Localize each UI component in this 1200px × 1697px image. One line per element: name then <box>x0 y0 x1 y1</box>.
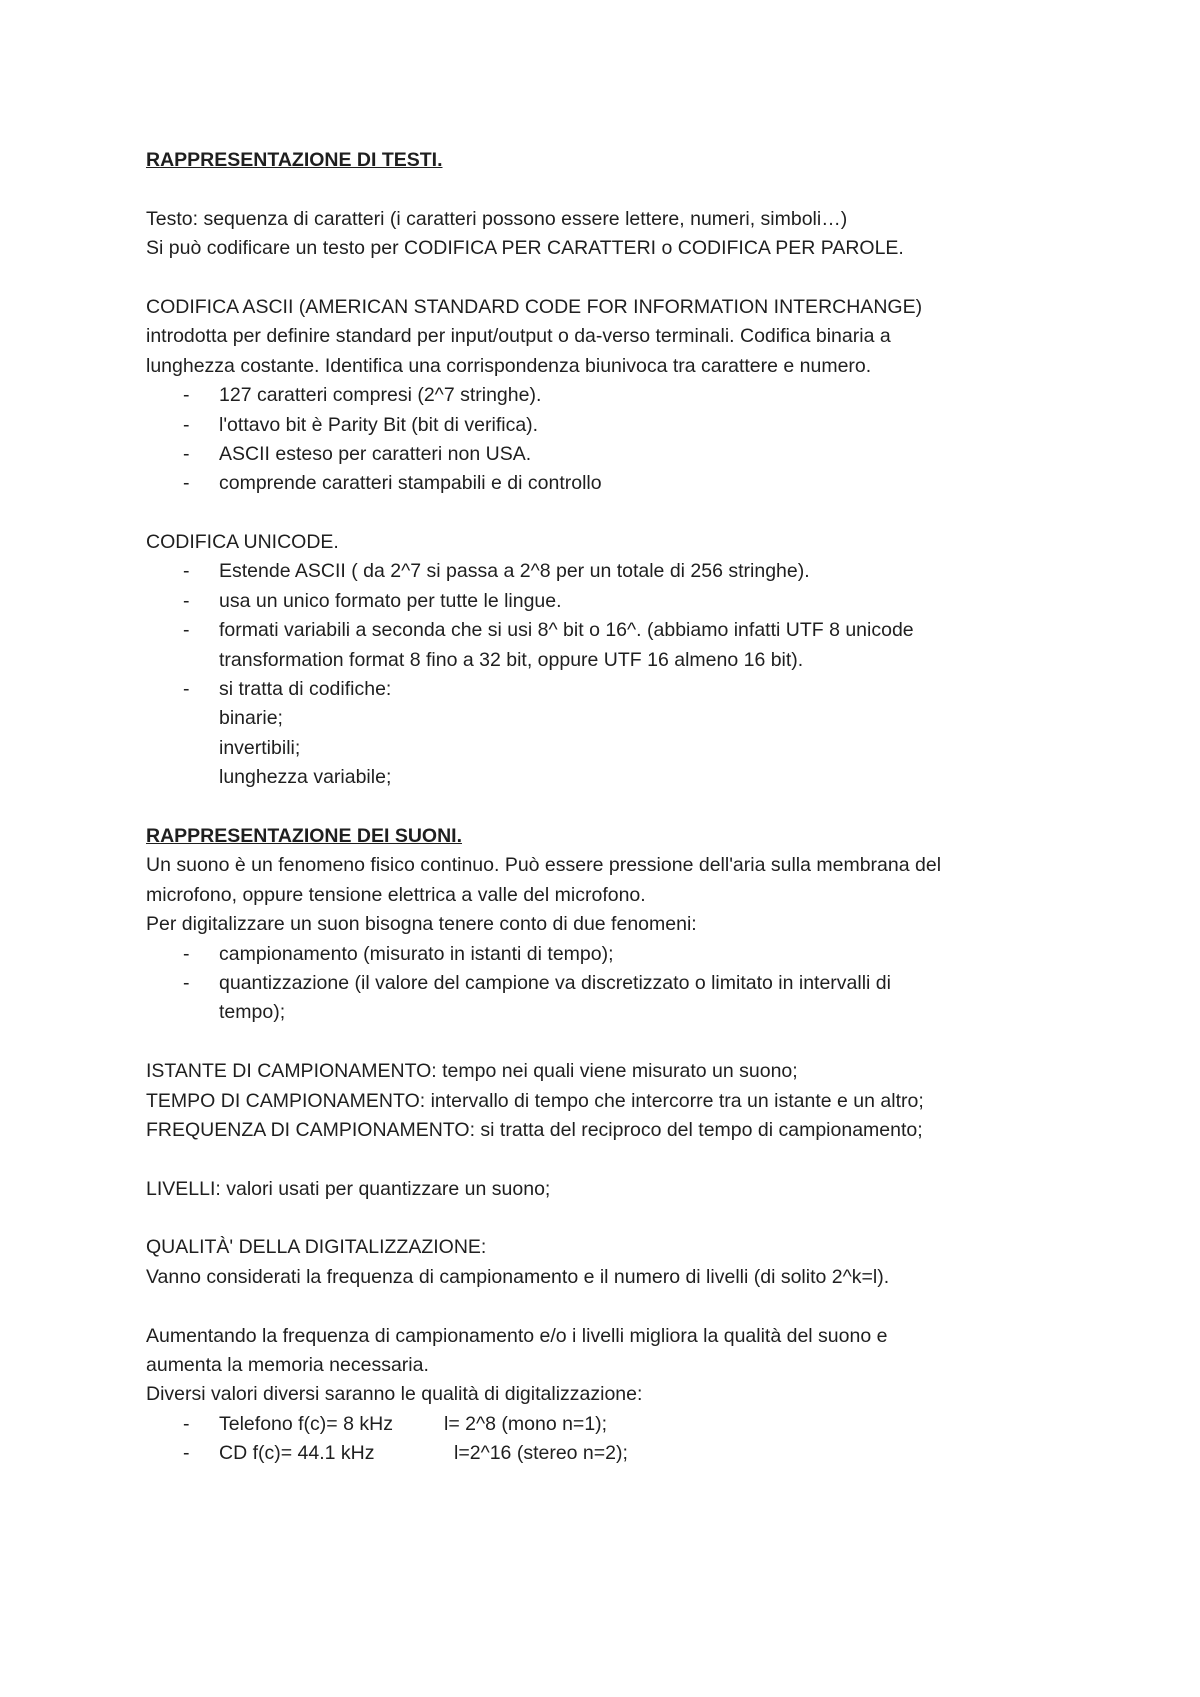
bullet-dash: - <box>183 678 190 701</box>
list-item: - usa un unico formato per tutte le lingue. <box>146 587 1086 616</box>
example-name: Telefono f(c)= 8 kHz <box>219 1412 393 1435</box>
paragraph: microfono, oppure tensione elettrica a valle del microfono. <box>146 883 646 906</box>
bullet-dash: - <box>183 413 190 436</box>
paragraph: Aumentando la frequenza di campionamento e/o i livelli migliora la qualità del suono e <box>146 1324 888 1347</box>
list-item: - ASCII esteso per caratteri non USA. <box>146 440 1086 469</box>
ascii-title: CODIFICA ASCII (AMERICAN STANDARD CODE FOR INFORMATION INTERCHANGE) <box>146 295 923 318</box>
definition: ISTANTE DI CAMPIONAMENTO: tempo nei quali viene misurato un suono; <box>146 1060 798 1083</box>
definition: FREQUENZA DI CAMPIONAMENTO: si tratta del reciproco del tempo di campionamento; <box>146 1118 923 1141</box>
paragraph: Per digitalizzare un suon bisogna tenere conto di due fenomeni: <box>146 913 697 936</box>
bullet-dash: - <box>183 1412 190 1435</box>
paragraph: lunghezza costante. Identifica una corrispondenza biunivoca tra carattere e numero. <box>146 354 872 377</box>
bullet-dash: - <box>183 472 190 495</box>
paragraph: Si può codificare un testo per CODIFICA PER CARATTERI o CODIFICA PER PAROLE. <box>146 237 904 260</box>
bullet-dash: - <box>183 942 190 965</box>
qualita-title: QUALITÀ' DELLA DIGITALIZZAZIONE: <box>146 1236 487 1259</box>
example-name: CD f(c)= 44.1 kHz <box>219 1442 375 1465</box>
list-item-continuation: tempo); <box>219 1001 286 1024</box>
unicode-title: CODIFICA UNICODE. <box>146 531 339 554</box>
list-item <box>146 1439 1086 1468</box>
list-item: - formati variabili a seconda che si usi 8^ bit o 16^. (abbiamo infatti UTF 8 unicode <box>146 616 1086 645</box>
list-item: - campionamento (misurato in istanti di tempo); <box>146 940 1086 969</box>
paragraph: Testo: sequenza di caratteri (i caratteri possono essere lettere, numeri, simboli…) <box>146 207 848 230</box>
bullet-dash: - <box>183 971 190 994</box>
list-item: - si tratta di codifiche: <box>146 675 1086 704</box>
definition: TEMPO DI CAMPIONAMENTO: intervallo di tempo che intercorre tra un istante e un altro; <box>146 1089 924 1112</box>
heading-testi: RAPPRESENTAZIONE DI TESTI. <box>146 149 443 171</box>
document-body <box>146 146 1086 1469</box>
paragraph: Diversi valori diversi saranno le qualità di digitalizzazione: <box>146 1383 643 1406</box>
bullet-dash: - <box>183 1442 190 1465</box>
list-item <box>146 1410 1086 1439</box>
example-value: l= 2^8 (mono n=1); <box>444 1412 608 1435</box>
paragraph: Un suono è un fenomeno fisico continuo. Può essere pressione dell'aria sulla membrana del <box>146 854 942 877</box>
bullet-dash: - <box>183 619 190 642</box>
list-item: - 127 caratteri compresi (2^7 stringhe). <box>146 381 1086 410</box>
paragraph: aumenta la memoria necessaria. <box>146 1354 429 1377</box>
bullet-dash: - <box>183 560 190 583</box>
list-item: - quantizzazione (il valore del campione va discretizzato o limitato in intervalli di <box>146 969 1086 998</box>
bullet-dash: - <box>183 589 190 612</box>
paragraph: introdotta per definire standard per input/output o da-verso terminali. Codifica binaria a <box>146 325 891 348</box>
sub-item: binarie; <box>219 707 283 730</box>
definition: LIVELLI: valori usati per quantizzare un suono; <box>146 1177 551 1200</box>
sub-item: lunghezza variabile; <box>219 766 392 789</box>
bullet-dash: - <box>183 384 190 407</box>
paragraph: Vanno considerati la frequenza di campionamento e il numero di livelli (di solito 2^k=l). <box>146 1265 890 1288</box>
heading-suoni: RAPPRESENTAZIONE DEI SUONI. <box>146 824 463 847</box>
list-item: - l'ottavo bit è Parity Bit (bit di verifica). <box>146 411 1086 440</box>
example-value: l=2^16 (stereo n=2); <box>454 1442 628 1465</box>
list-item-continuation: transformation format 8 fino a 32 bit, oppure UTF 16 almeno 16 bit). <box>219 648 804 671</box>
sub-item: invertibili; <box>219 736 301 759</box>
bullet-dash: - <box>183 442 190 465</box>
list-item: - comprende caratteri stampabili e di controllo <box>146 469 1086 498</box>
list-item: - Estende ASCII ( da 2^7 si passa a 2^8 per un totale di 256 stringhe). <box>146 557 1086 586</box>
